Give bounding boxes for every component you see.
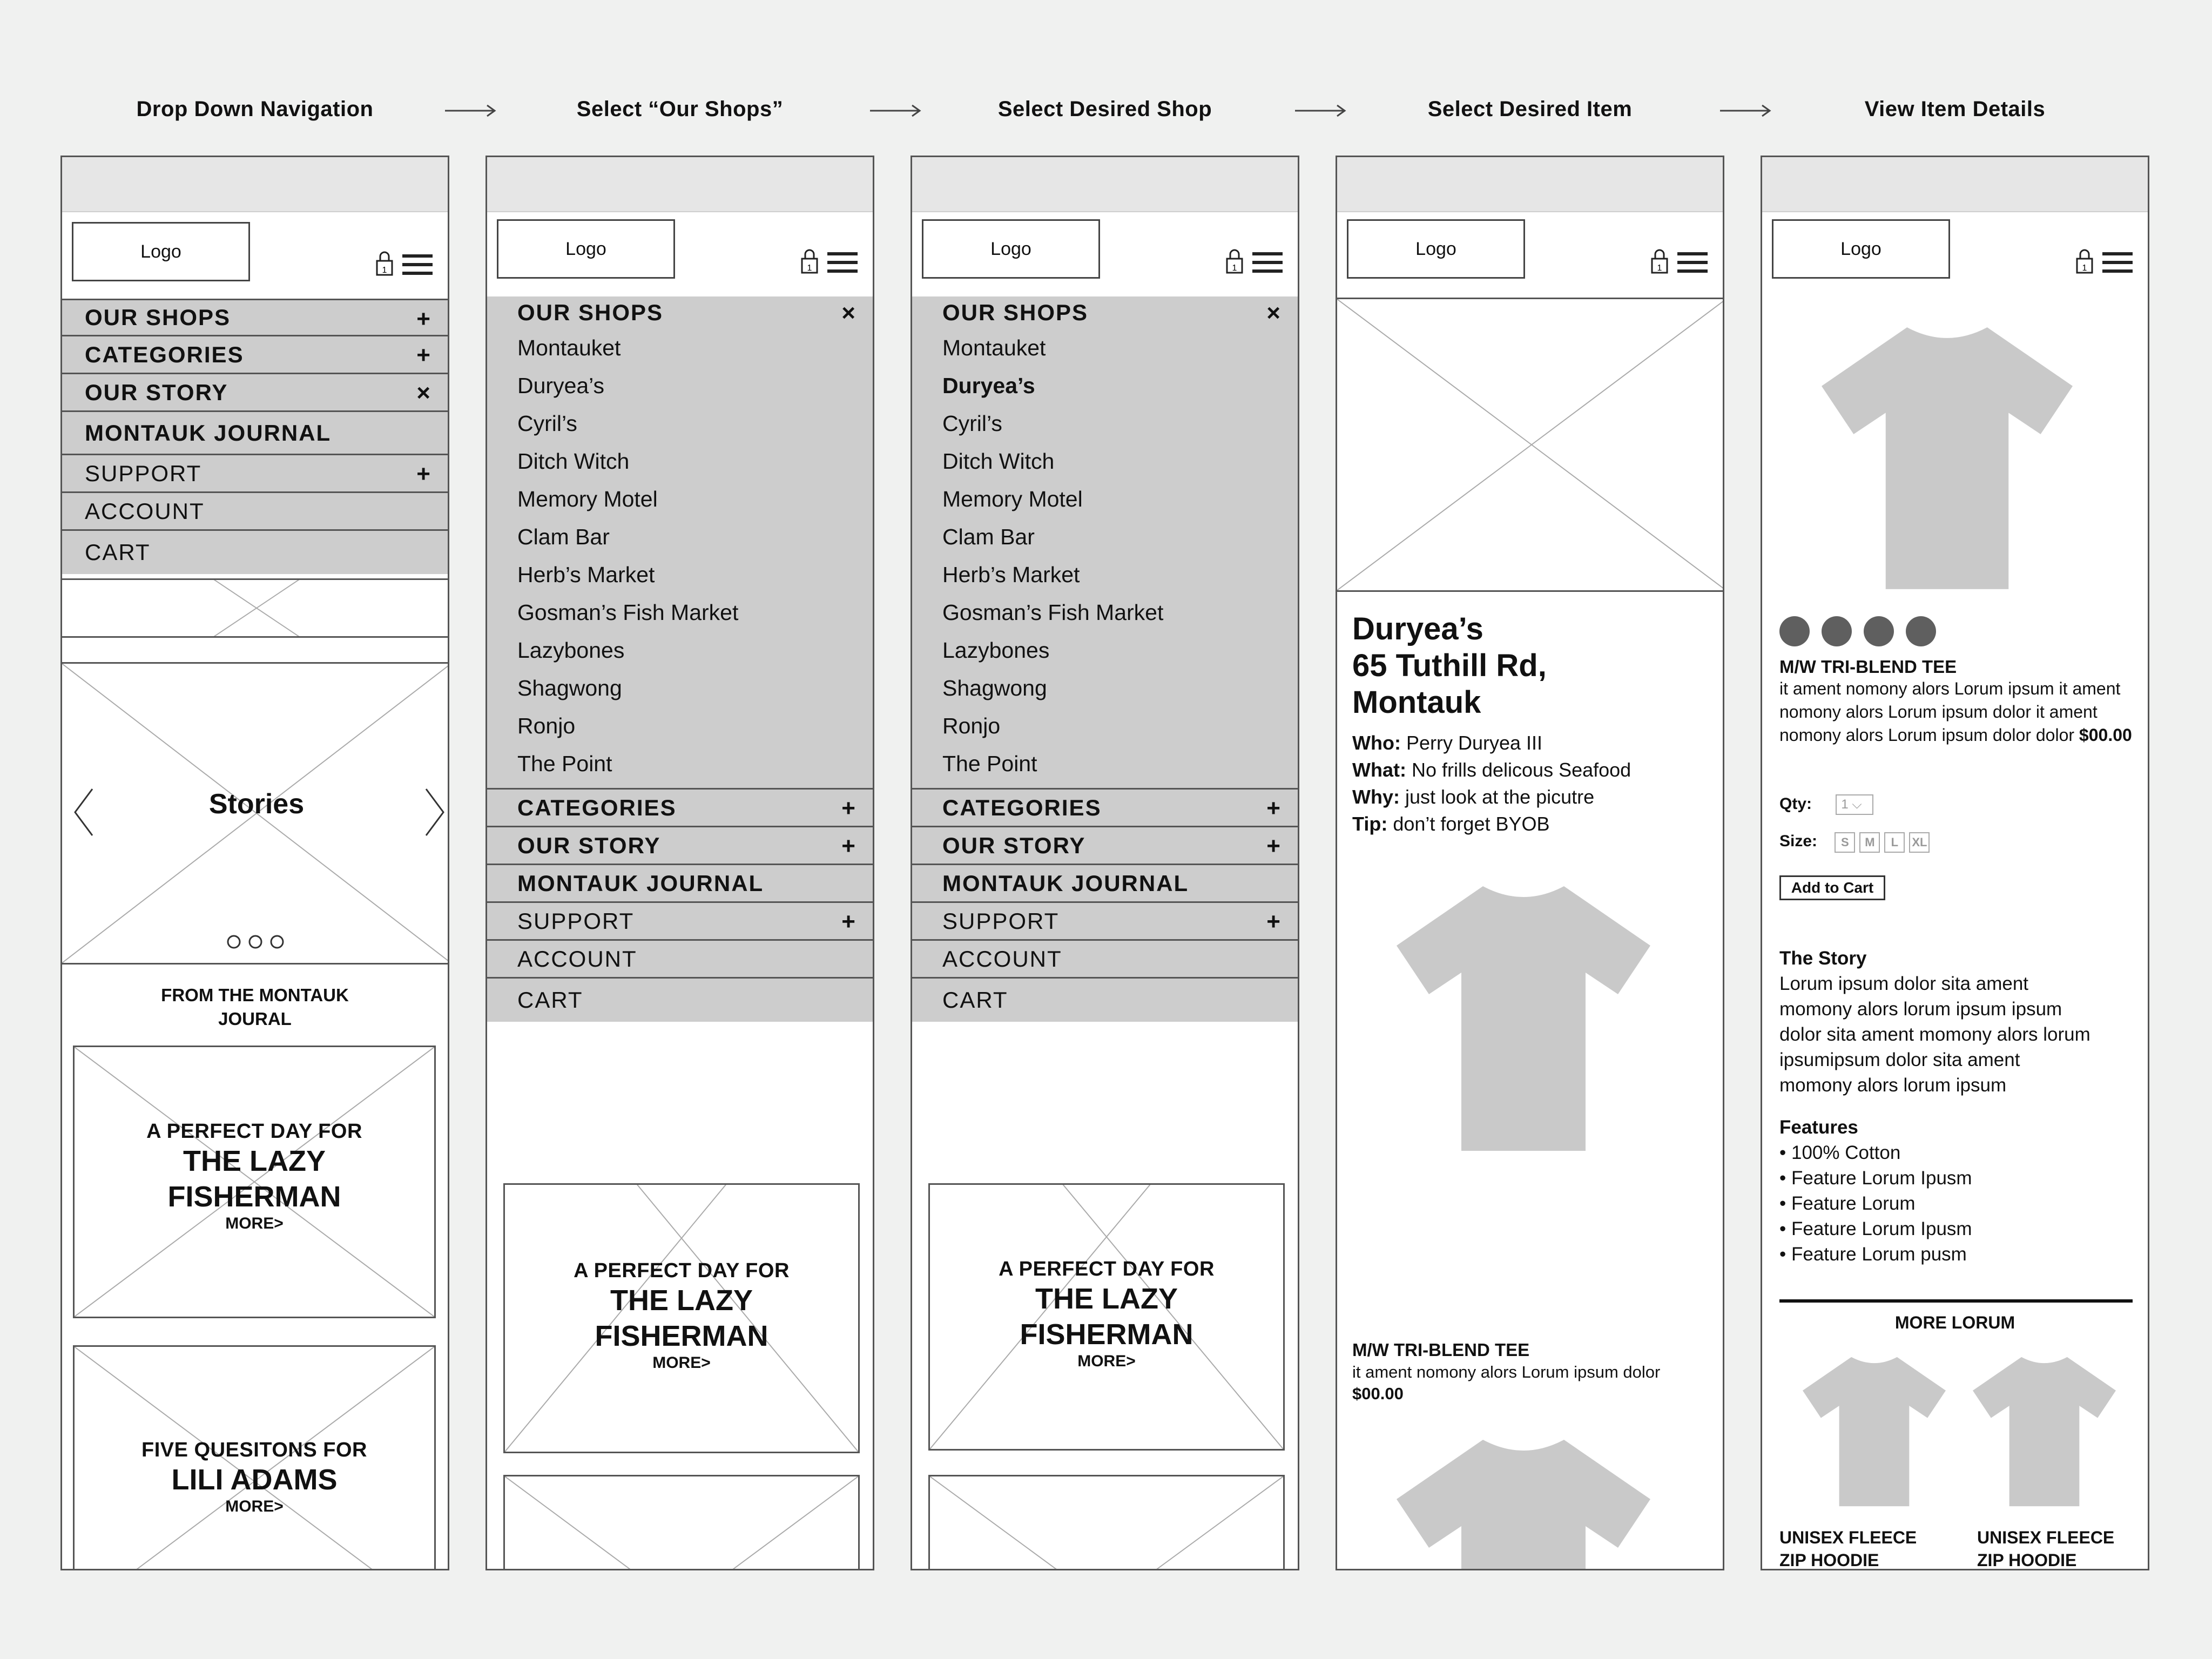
qty-label: Qty:	[1779, 794, 1812, 813]
shop-info	[1352, 730, 1631, 838]
site-header	[912, 211, 1298, 292]
size-option-m[interactable]: M	[1859, 832, 1880, 853]
menu-item-montauk-journal[interactable]: MONTAUK JOURNAL	[62, 412, 448, 455]
info-key: What:	[1352, 759, 1406, 781]
add-to-cart-button[interactable]: Add to Cart	[1779, 875, 1885, 900]
shop-item[interactable]: Clam Bar	[942, 524, 1035, 549]
close-icon[interactable]: ×	[1266, 300, 1282, 326]
expand-icon[interactable]: +	[841, 833, 857, 859]
more-section-title: MORE LORUM	[1894, 1313, 2015, 1332]
item-price: $00.00	[1352, 1384, 1404, 1403]
close-icon[interactable]: ×	[416, 380, 431, 406]
shop-list	[912, 329, 1298, 790]
shop-item[interactable]: Memory Motel	[517, 486, 658, 511]
card-headline-2: FISHERMAN	[1020, 1318, 1193, 1351]
color-swatch[interactable]	[1779, 616, 1810, 646]
story-line: momony alors lorum ipsum ipsum	[1779, 999, 2062, 1020]
color-swatch[interactable]	[1822, 616, 1852, 646]
shop-item[interactable]: Clam Bar	[517, 524, 610, 549]
menu-item-our-story[interactable]: OUR STORY ×	[62, 374, 448, 412]
carousel-dots[interactable]	[226, 934, 291, 950]
menu-item-categories[interactable]: CATEGORIES +	[912, 790, 1298, 827]
menu-item-our-story[interactable]: OUR STORY +	[912, 827, 1298, 865]
shop-city: Montauk	[1352, 685, 1481, 720]
expand-icon[interactable]: +	[841, 795, 857, 821]
features-title: Features	[1779, 1117, 1858, 1138]
close-icon[interactable]: ×	[841, 300, 857, 326]
dropdown-menu	[912, 296, 1298, 1022]
section-heading-2: JOURAL	[218, 1009, 292, 1029]
card-headline: LILI ADAMS	[171, 1464, 338, 1496]
step-label-4: Select Desired Item	[1427, 97, 1633, 121]
story-card-lazy-fisherman[interactable]	[73, 1046, 436, 1318]
story-card-lazy-fisherman[interactable]	[503, 1183, 860, 1453]
shop-item[interactable]: Ditch Witch	[942, 448, 1055, 474]
menu-item-categories[interactable]: CATEGORIES +	[62, 336, 448, 374]
shop-item[interactable]: Gosman’s Fish Market	[942, 599, 1164, 625]
feature-item: • Feature Lorum pusm	[1779, 1244, 1967, 1265]
hamburger-menu-icon[interactable]	[2102, 251, 2133, 274]
shop-item[interactable]: Ditch Witch	[517, 448, 630, 474]
menu-item-cart[interactable]: CART	[942, 987, 1008, 1013]
card-headline: THE LAZY	[183, 1145, 326, 1177]
status-bar	[912, 157, 1298, 212]
card-headline: THE LAZY	[610, 1284, 753, 1317]
more-link[interactable]: MORE>	[652, 1354, 711, 1372]
shop-item[interactable]: Ronjo	[942, 713, 1001, 738]
menu-item-cart[interactable]: CART	[85, 539, 151, 565]
menu-item-our-shops[interactable]: OUR SHOPS ×	[517, 300, 857, 326]
card-headline-2: FISHERMAN	[167, 1181, 341, 1213]
shop-item[interactable]: Herb’s Market	[517, 562, 655, 587]
site-header	[487, 211, 873, 292]
hamburger-menu-icon[interactable]	[402, 253, 433, 276]
card-kicker: A PERFECT DAY FOR	[999, 1258, 1215, 1280]
svg-text:1: 1	[382, 266, 387, 275]
hamburger-menu-icon[interactable]	[1677, 251, 1708, 274]
phone-screen-select-shop	[911, 156, 1299, 1570]
shop-item[interactable]: Memory Motel	[942, 486, 1083, 511]
status-bar	[487, 157, 873, 212]
divider	[1779, 1299, 2133, 1303]
site-header	[62, 211, 448, 292]
item-description: it ament nomony alors Lorum ipsum it ament nomony alors Lorum ipsum dolor it ament nomony alors Lorum ipsum dolor dolor	[1779, 679, 2121, 745]
arrow-right-icon	[1294, 103, 1348, 119]
item-title[interactable]: M/W TRI-BLEND TEE	[1352, 1340, 1530, 1360]
story-line: ipsumipsum dolor sita ament	[1779, 1049, 2020, 1070]
feature-item: • Feature Lorum	[1779, 1193, 1916, 1214]
chevron-down-icon: ⌵	[1852, 797, 1862, 812]
dropdown-menu	[487, 296, 873, 1022]
info-value: Perry Duryea III	[1406, 732, 1543, 754]
card-headline-2: FISHERMAN	[595, 1320, 768, 1352]
svg-text:1: 1	[1657, 264, 1662, 273]
shop-item[interactable]: Shagwong	[517, 675, 622, 700]
hoodie-thumbnail-icon[interactable]	[1803, 1356, 1946, 1507]
bag-icon[interactable]	[375, 250, 394, 276]
menu-item-support[interactable]: SUPPORT +	[62, 455, 448, 493]
site-header	[1337, 211, 1723, 299]
phone-screen-our-shops	[485, 156, 874, 1570]
shop-list	[487, 329, 873, 790]
related-item-label[interactable]: UNISEX FLEECE ZIP HOODIE	[1977, 1528, 2115, 1570]
info-key: Tip:	[1352, 813, 1388, 835]
info-value: just look at the picutre	[1405, 786, 1595, 808]
logo[interactable]: Logo	[1772, 219, 1950, 279]
shop-item[interactable]: Lazybones	[517, 637, 625, 663]
phone-screen-item-detail	[1761, 156, 2149, 1570]
status-bar	[1337, 157, 1723, 212]
section-heading: FROM THE MONTAUK	[161, 985, 349, 1005]
item-price: $00.00	[2079, 725, 2132, 745]
arrow-right-icon	[444, 103, 498, 119]
svg-text:1: 1	[807, 264, 812, 273]
shop-item[interactable]: Duryea’s	[517, 373, 605, 398]
phone-screen-dropdown	[60, 156, 449, 1570]
shop-item[interactable]: Lazybones	[942, 637, 1050, 663]
menu-item-support[interactable]: SUPPORT +	[912, 903, 1298, 941]
item-title: M/W TRI-BLEND TEE	[1779, 657, 1957, 677]
more-link[interactable]: MORE>	[225, 1498, 284, 1515]
feature-item: • 100% Cotton	[1779, 1142, 1901, 1163]
story-card-lili-adams[interactable]	[73, 1345, 436, 1570]
shop-hero-image	[1336, 298, 1724, 592]
expand-icon[interactable]: +	[416, 461, 431, 487]
card-headline: THE LAZY	[1035, 1283, 1178, 1315]
bag-icon[interactable]	[2075, 248, 2094, 274]
feature-item: • Feature Lorum Ipusm	[1779, 1218, 1972, 1239]
size-option-s[interactable]: S	[1835, 832, 1855, 853]
stories-carousel[interactable]	[60, 662, 449, 965]
info-value: don’t forget BYOB	[1393, 813, 1550, 835]
shop-item[interactable]: Herb’s Market	[942, 562, 1080, 587]
phone-screen-shop-detail	[1336, 156, 1724, 1570]
story-card-lazy-fisherman[interactable]	[928, 1183, 1285, 1451]
menu-item-categories[interactable]: CATEGORIES +	[487, 790, 873, 827]
story-line: dolor sita ament momony alors lorum	[1779, 1024, 2090, 1045]
step-label-2: Select “Our Shops”	[576, 97, 784, 121]
step-label-5: View Item Details	[1864, 97, 2046, 121]
bag-icon[interactable]	[1225, 248, 1244, 274]
qty-select[interactable]: 1 ⌵	[1836, 794, 1873, 815]
expand-icon[interactable]: +	[841, 908, 857, 935]
expand-icon[interactable]: +	[1266, 833, 1282, 859]
logo[interactable]: Logo	[497, 219, 675, 279]
menu-item-our-shops[interactable]: OUR SHOPS ×	[942, 300, 1282, 326]
card-kicker: A PERFECT DAY FOR	[146, 1120, 362, 1143]
logo[interactable]: Logo	[72, 222, 250, 281]
shop-item[interactable]: Gosman’s Fish Market	[517, 599, 739, 625]
story-card-lili-adams[interactable]	[503, 1475, 860, 1570]
info-key: Who:	[1352, 732, 1401, 754]
menu-item-account[interactable]: ACCOUNT	[487, 941, 873, 979]
arrow-right-icon	[869, 103, 923, 119]
feature-item: • Feature Lorum Ipusm	[1779, 1168, 1972, 1189]
status-bar	[62, 157, 448, 212]
shop-item-selected[interactable]: Duryea’s	[942, 373, 1035, 398]
site-header	[1762, 211, 2148, 292]
shop-item[interactable]: Ronjo	[517, 713, 576, 738]
hamburger-menu-icon[interactable]	[1252, 251, 1283, 274]
hoodie-thumbnail-icon[interactable]	[1973, 1356, 2116, 1507]
menu-item-account[interactable]: ACCOUNT	[912, 941, 1298, 979]
dropdown-menu	[62, 299, 448, 574]
menu-item-our-shops[interactable]: OUR SHOPS +	[62, 299, 448, 336]
svg-text:1: 1	[1232, 264, 1237, 273]
size-option-l[interactable]: L	[1884, 832, 1905, 853]
tshirt-icon	[1822, 327, 2073, 589]
card-kicker: FIVE QUESITONS FOR	[141, 1439, 367, 1461]
shop-address: 65 Tuthill Rd,	[1352, 648, 1547, 683]
story-line: momony alors lorum ipsum	[1779, 1075, 2007, 1096]
card-kicker: A PERFECT DAY FOR	[574, 1259, 790, 1282]
shop-name: Duryea’s	[1352, 611, 1483, 646]
tshirt-icon[interactable]	[1397, 1440, 1650, 1570]
size-label: Size:	[1779, 832, 1818, 850]
bag-icon[interactable]	[800, 248, 819, 274]
item-description: it ament nomony alors Lorum ipsum dolor	[1352, 1363, 1661, 1381]
info-value: No frills delicous Seafood	[1411, 759, 1631, 781]
more-link[interactable]: MORE>	[1077, 1352, 1136, 1370]
menu-item-our-story[interactable]: OUR STORY +	[487, 827, 873, 865]
size-option-xl[interactable]: XL	[1909, 832, 1930, 853]
step-label-3: Select Desired Shop	[997, 97, 1212, 121]
info-key: Why:	[1352, 786, 1400, 808]
bag-icon[interactable]	[1650, 248, 1669, 274]
shop-item[interactable]: The Point	[942, 751, 1037, 776]
hamburger-menu-icon[interactable]	[827, 251, 858, 274]
logo[interactable]: Logo	[1347, 219, 1525, 279]
image-placeholder	[60, 578, 449, 638]
menu-item-account[interactable]: ACCOUNT	[62, 493, 448, 531]
story-line: Lorum ipsum dolor sita ament	[1779, 973, 2029, 994]
shop-item[interactable]: Shagwong	[942, 675, 1047, 700]
tshirt-icon[interactable]	[1397, 886, 1650, 1151]
story-title: The Story	[1779, 948, 1867, 969]
shop-item[interactable]: Montauket	[517, 335, 621, 360]
story-card-lili-adams[interactable]	[928, 1475, 1285, 1570]
expand-icon[interactable]: +	[416, 306, 431, 332]
shop-item[interactable]: Cyril’s	[942, 410, 1002, 436]
expand-icon[interactable]: +	[416, 342, 431, 368]
related-item-label[interactable]: UNISEX FLEECE ZIP HOODIE	[1779, 1528, 1917, 1570]
menu-item-montauk-journal[interactable]: MONTAUK JOURNAL	[912, 865, 1298, 903]
shop-item[interactable]: The Point	[517, 751, 612, 776]
color-swatch[interactable]	[1864, 616, 1894, 646]
shop-item[interactable]: Cyril’s	[517, 410, 577, 436]
menu-item-cart[interactable]: CART	[517, 987, 583, 1013]
more-link[interactable]: MORE>	[225, 1215, 284, 1232]
svg-text:1: 1	[2082, 264, 2087, 273]
menu-item-montauk-journal[interactable]: MONTAUK JOURNAL	[487, 865, 873, 903]
logo[interactable]: Logo	[922, 219, 1100, 279]
arrow-right-icon	[1719, 103, 1773, 119]
shop-item[interactable]: Montauket	[942, 335, 1046, 360]
carousel-title: Stories	[208, 788, 305, 820]
expand-icon[interactable]: +	[1266, 795, 1282, 821]
color-swatches	[1779, 616, 1948, 649]
step-label-1: Drop Down Navigation	[136, 97, 374, 121]
status-bar	[1762, 157, 2148, 212]
color-swatch[interactable]	[1906, 616, 1936, 646]
expand-icon[interactable]: +	[1266, 908, 1282, 935]
menu-item-support[interactable]: SUPPORT +	[487, 903, 873, 941]
